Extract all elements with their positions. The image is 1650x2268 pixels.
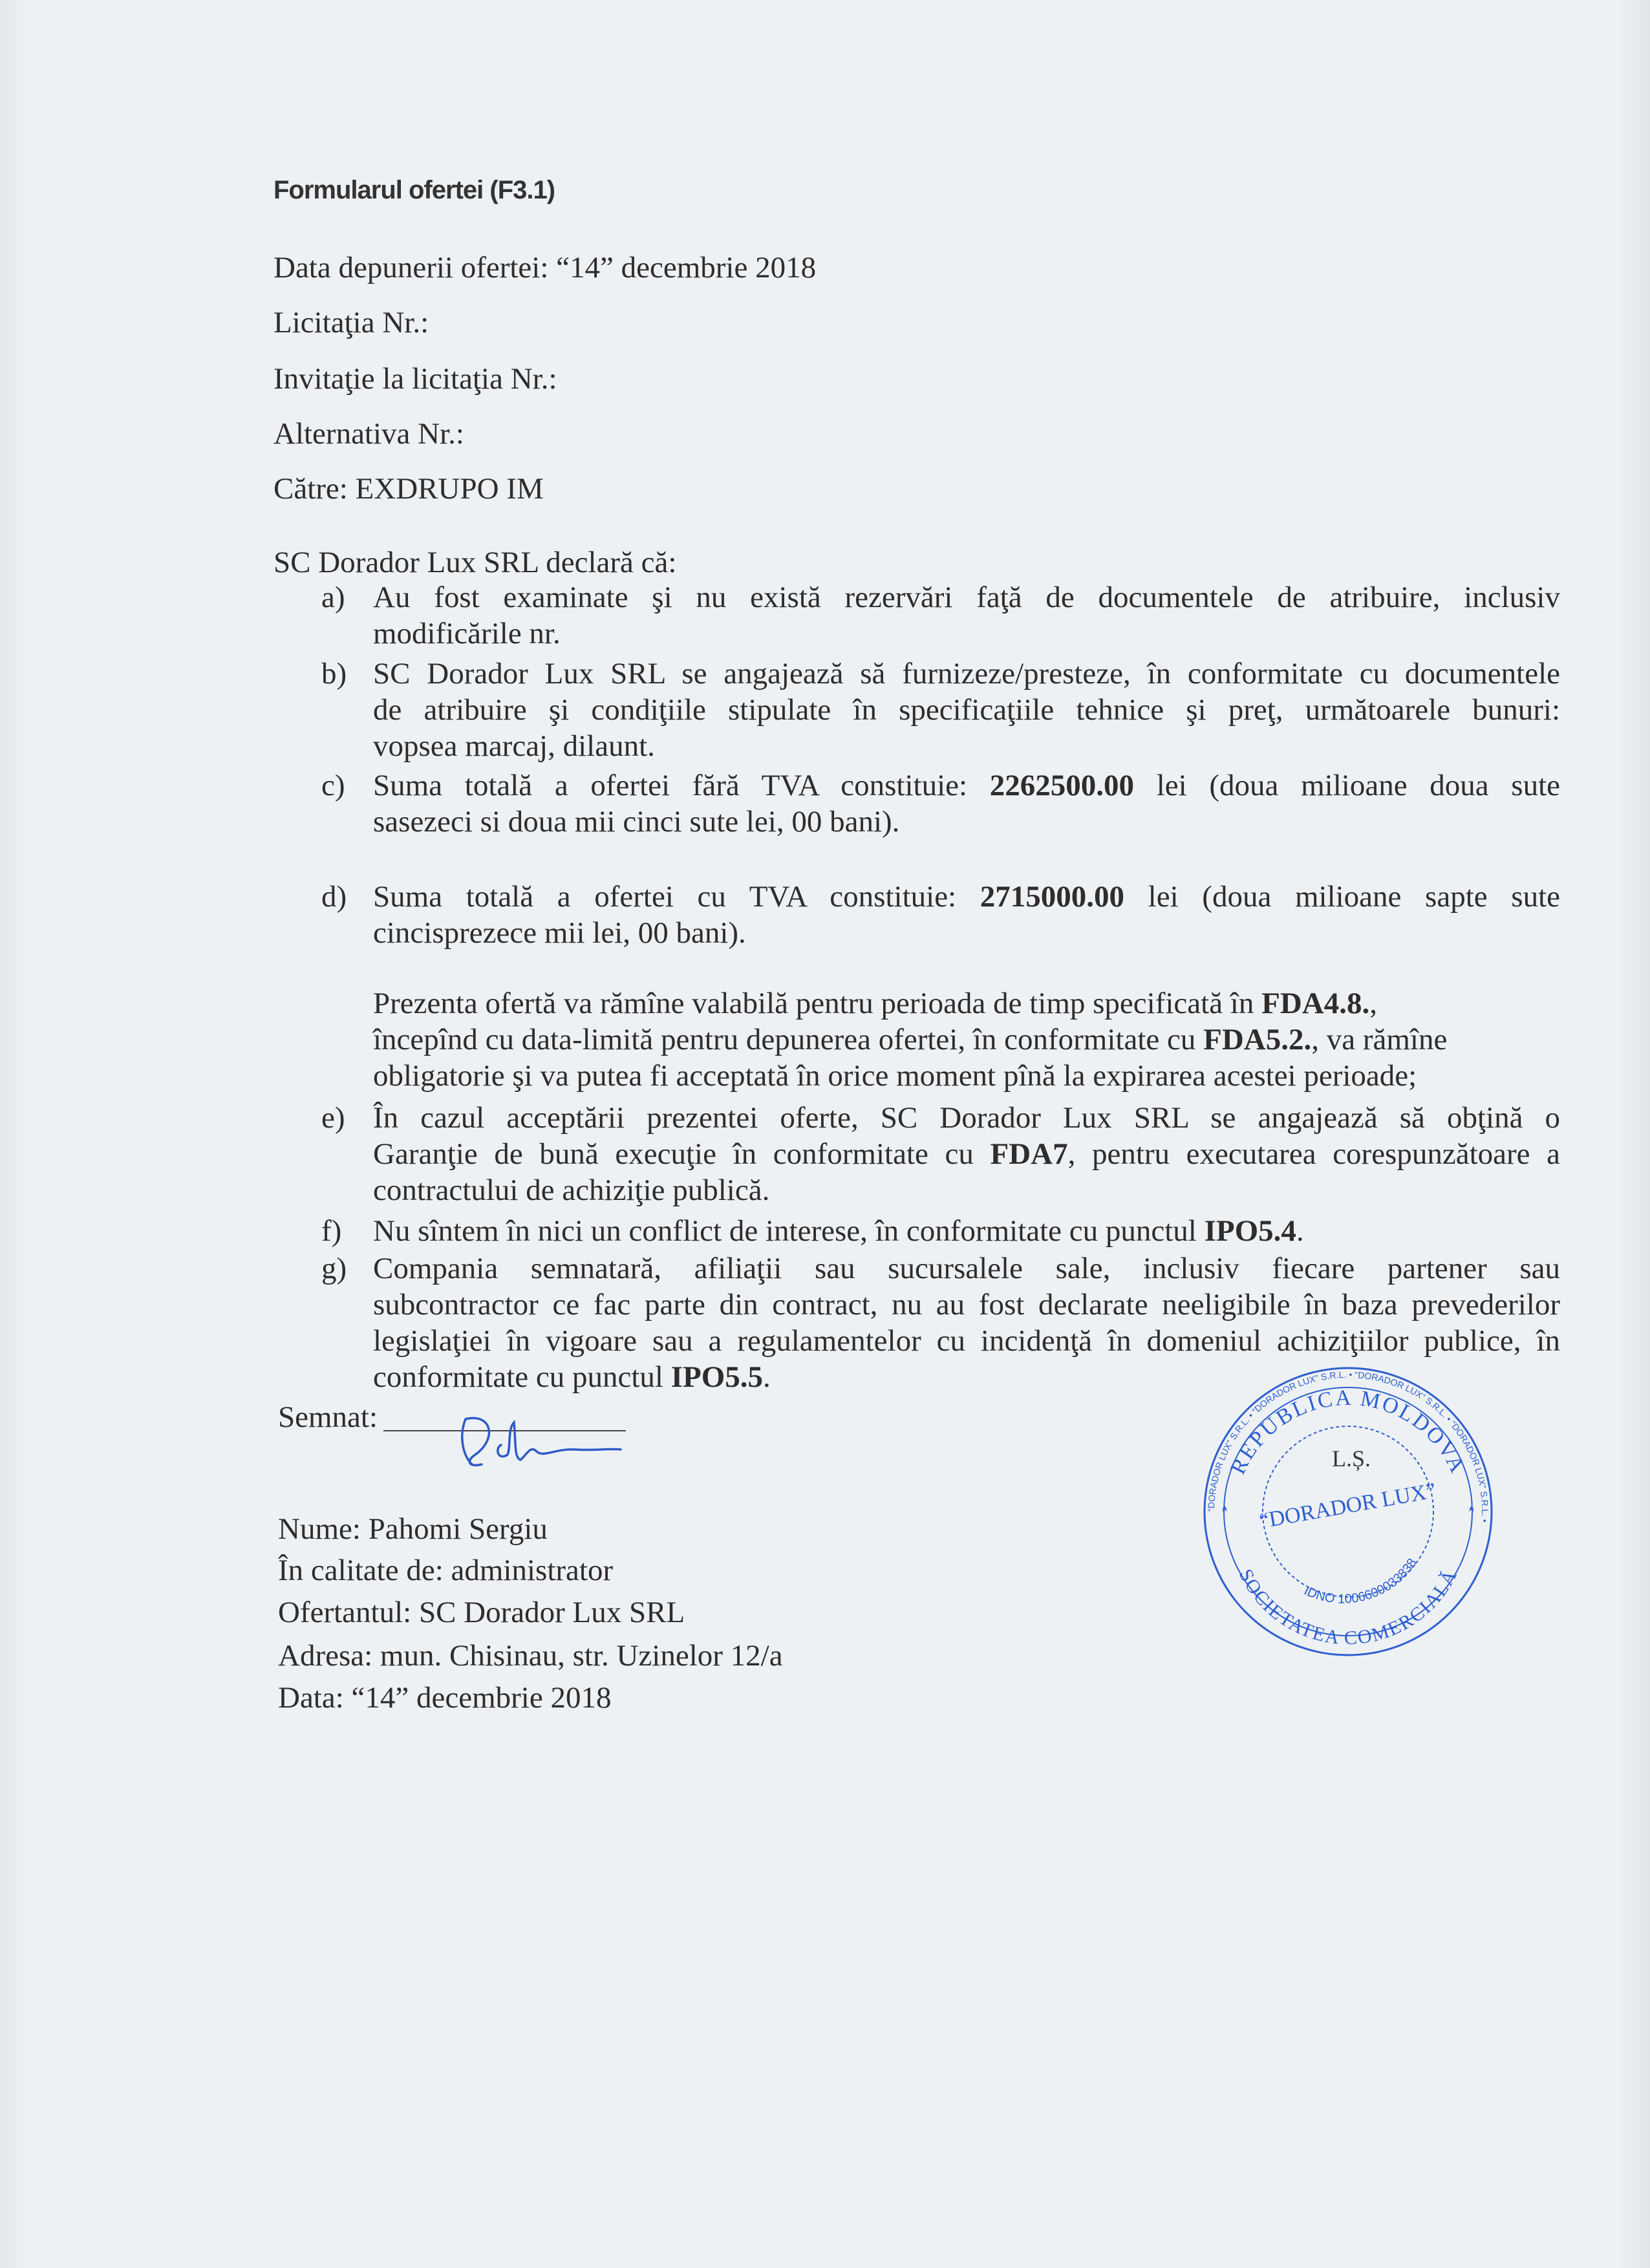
text-segment: Suma totală a ofertei fără TVA constituie: bbox=[373, 769, 990, 802]
header-field: Alternativa Nr.: bbox=[273, 417, 464, 451]
text-segment: legislaţiei în vigoare sau a regulamentelor cu incidenţă în domeniul achiziţiilor publice, în bbox=[373, 1324, 1560, 1358]
text-segment: subcontractor ce fac parte din contract, nu au fost declarate neeligibile în baza prevederilor bbox=[373, 1288, 1560, 1321]
emphasized-value: IPO5.4 bbox=[1204, 1214, 1296, 1248]
emphasized-value: 2715000.00 bbox=[980, 880, 1125, 914]
item-line bbox=[373, 656, 1560, 692]
item-label: f) bbox=[321, 1214, 342, 1248]
emphasized-value: FDA5.2. bbox=[1203, 1023, 1312, 1056]
item-line bbox=[373, 1022, 1447, 1058]
declaration-intro: SC Dorador Lux SRL declară că: bbox=[273, 546, 677, 579]
item-line bbox=[373, 985, 1377, 1022]
header-field: Invitaţie la licitaţia Nr.: bbox=[273, 362, 557, 396]
text-segment: , bbox=[1369, 987, 1377, 1020]
stamp-outer-ring: “DORADOR LUX” S.R.L. • “DORADOR LUX” S.R.L. • “DORADOR LUX” S.R.L. • “DORADOR LUX” S.R.L. • bbox=[1205, 1369, 1491, 1523]
stamp-top-arc: REPUBLICA MOLDOVA bbox=[1226, 1385, 1470, 1479]
emphasized-value: 2262500.00 bbox=[989, 769, 1135, 802]
item-line bbox=[373, 767, 1560, 804]
item-line bbox=[373, 1323, 1560, 1359]
text-segment: Nu sîntem în nici un conflict de interese, în conformitate cu punctul bbox=[373, 1214, 1205, 1248]
item-line bbox=[373, 615, 561, 652]
text-segment: Garanţie de bună execuţie în conformitate cu bbox=[373, 1137, 991, 1171]
signatory-field: Data: “14” decembrie 2018 bbox=[278, 1681, 612, 1715]
text-segment: lei (doua milioane doua sute bbox=[1134, 769, 1561, 802]
handwritten-signature bbox=[446, 1409, 640, 1481]
item-line bbox=[373, 1359, 771, 1395]
signatory-field: Ofertantul: SC Dorador Lux SRL bbox=[278, 1596, 685, 1629]
header-field: Către: EXDRUPO IM bbox=[273, 472, 544, 506]
text-segment: . bbox=[1296, 1214, 1304, 1248]
text-segment: . bbox=[763, 1360, 771, 1394]
text-segment: Au fost examinate şi nu există rezervări faţă de documentele de atribuire, inclusiv bbox=[373, 581, 1560, 614]
header-field: Licitaţia Nr.: bbox=[273, 306, 429, 339]
item-line bbox=[373, 728, 655, 764]
item-line bbox=[373, 1287, 1560, 1323]
text-segment: , va rămîne bbox=[1311, 1023, 1448, 1056]
item-line bbox=[373, 915, 746, 951]
text-segment: În cazul acceptării prezentei oferte, SC Dorador Lux SRL se angajează să obţină o bbox=[373, 1101, 1560, 1135]
text-segment: de atribuire şi condiţiile stipulate în specificaţiile tehnice şi preţ, următoarele bunuri: bbox=[373, 693, 1560, 727]
text-segment: vopsea marcaj, dilaunt. bbox=[373, 729, 655, 763]
item-line bbox=[373, 1058, 1417, 1094]
text-segment: contractului de achiziţie publică. bbox=[373, 1173, 770, 1207]
signatory-field: În calitate de: administrator bbox=[278, 1554, 614, 1587]
signatory-field: Adresa: mun. Chisinau, str. Uzinelor 12/a bbox=[278, 1639, 783, 1673]
emphasized-value: FDA7 bbox=[990, 1137, 1068, 1171]
stamp-idno: IDNO 1006600033838 bbox=[1302, 1556, 1420, 1607]
stamp-center-name: “DORADOR LUX” bbox=[1257, 1479, 1438, 1534]
stamp-bottom-arc: SOCIETATEA COMERCIALĂ bbox=[1234, 1565, 1462, 1649]
item-line bbox=[373, 879, 1560, 915]
emphasized-value: IPO5.5 bbox=[670, 1360, 764, 1394]
text-segment: sasezeci si doua mii cinci sute lei, 00 bani). bbox=[373, 805, 900, 839]
item-label: c) bbox=[321, 769, 345, 802]
item-line bbox=[373, 1100, 1560, 1136]
form-title: Formularul ofertei (F3.1) bbox=[273, 176, 555, 204]
header-field: Data depunerii ofertei: “14” decembrie 2018 bbox=[273, 251, 817, 284]
item-label: e) bbox=[321, 1101, 345, 1135]
text-segment: Suma totală a ofertei cu TVA constituie: bbox=[373, 880, 980, 914]
item-line bbox=[373, 804, 899, 840]
emphasized-value: FDA4.8. bbox=[1261, 987, 1370, 1020]
item-label: a) bbox=[321, 581, 345, 614]
text-segment: SC Dorador Lux SRL se angajează să furnizeze/presteze, în conformitate cu documentele bbox=[373, 657, 1560, 690]
text-segment: conformitate cu punctul bbox=[373, 1360, 671, 1394]
item-line bbox=[373, 692, 1560, 728]
item-label: b) bbox=[321, 657, 347, 690]
signatory-field: Nume: Pahomi Sergiu bbox=[278, 1512, 548, 1546]
item-line bbox=[373, 1172, 769, 1208]
signature-label: Semnat: bbox=[278, 1400, 378, 1434]
item-line bbox=[373, 579, 1560, 615]
item-line bbox=[373, 1250, 1560, 1287]
text-segment: Prezenta ofertă va rămîne valabilă pentru perioada de timp specificată în bbox=[373, 987, 1262, 1020]
text-segment: Compania semnatară, afiliaţii sau sucursalele sale, inclusiv fiecare partener sau bbox=[373, 1252, 1560, 1285]
item-label: g) bbox=[321, 1252, 347, 1285]
item-label: d) bbox=[321, 880, 347, 914]
text-segment: lei (doua milioane sapte sute bbox=[1124, 880, 1560, 914]
item-line bbox=[373, 1213, 1304, 1249]
text-segment: , pentru executarea corespunzătoare a bbox=[1067, 1137, 1560, 1171]
text-segment: modificările nr. bbox=[373, 617, 561, 650]
item-line bbox=[373, 1136, 1560, 1172]
text-segment: începînd cu data-limită pentru depunerea ofertei, în conformitate cu bbox=[373, 1023, 1204, 1056]
company-stamp bbox=[1196, 1363, 1500, 1660]
ls-mark: L.Ș. bbox=[1331, 1446, 1371, 1471]
text-segment: cincisprezece mii lei, 00 bani). bbox=[373, 916, 746, 950]
text-segment: obligatorie şi va putea fi acceptată în orice moment pînă la expirarea acestei perioade; bbox=[373, 1059, 1417, 1093]
